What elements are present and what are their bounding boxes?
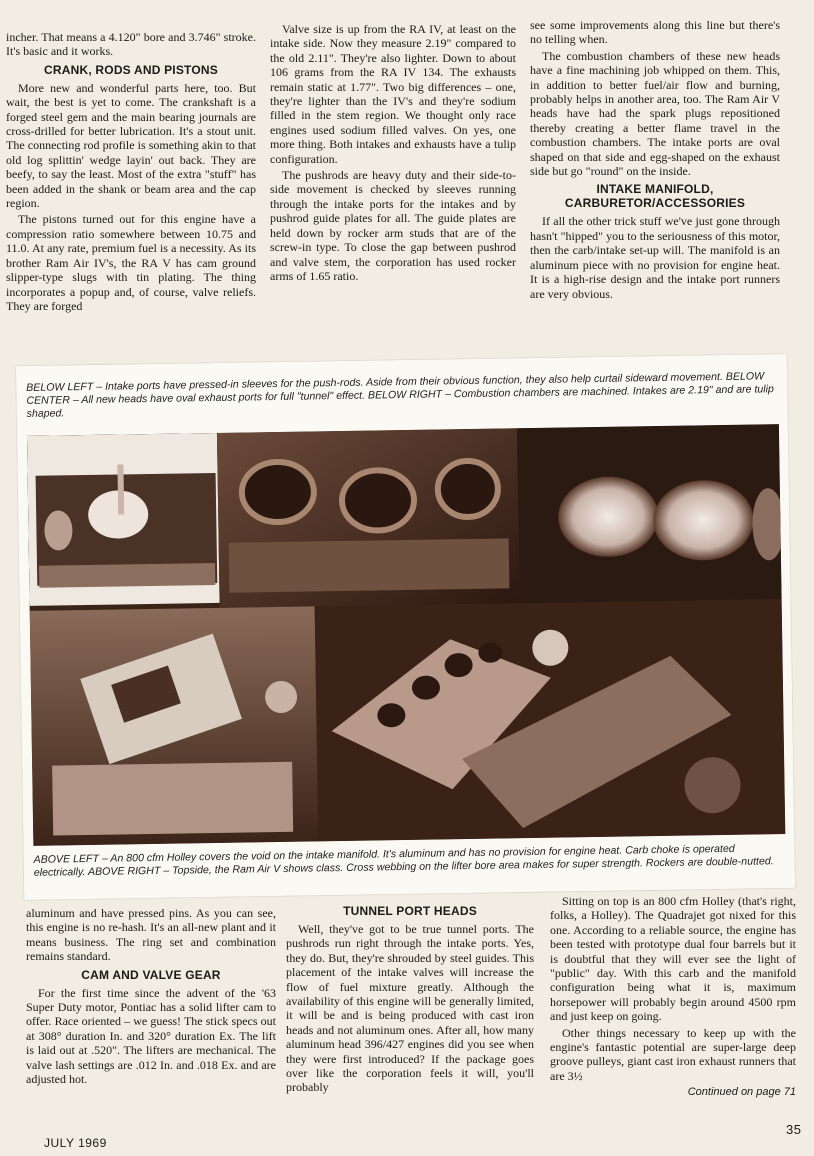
paragraph: The pushrods are heavy duty and their side-to-side movement is checked by sleeves running through the intake ports for the intakes and by pushrod guide plates for all. The guide plates are held down by rocker arm studs that are of the screw-in type. To close the gap between pushrod and valve stem, the corporation has used rocker arms of 1.65 ratio.	[270, 168, 516, 283]
paragraph: For the first time since the advent of the '63 Super Duty motor, Pontiac has a solid lifter cam to offer. Race oriented – we guess! The stick specs out at 308° duration In. and 320° duration Ex. The lift is laid out at .520". The lifters are mechanical. The valve lash settings are .012 In. and .018 Ex. and are adjusted hot.	[26, 985, 276, 1087]
photo-collage	[27, 424, 785, 846]
photo-panel	[16, 354, 795, 900]
paragraph: aluminum and have pressed pins. As you can see, this engine is no re-hash. It's an all-new plant and it means business. The ring set and combination remains standard.	[26, 906, 276, 964]
paragraph: see some improvements along this line but there's no telling when.	[530, 18, 780, 47]
column-5	[286, 900, 534, 1097]
paragraph: More new and wonderful parts here, too. But wait, the best is yet to come. The crankshaft is a forged steel gem and the main bearing journals are cross-drilled for better lubrication. It's a stout unit. The connecting rod profile is something akin to that old log splittin' wedge layin' out back. They are beefy, to say the least. Most of the extra "stuff" has been added in the shank or beam area and the cap region.	[6, 80, 256, 211]
column-3	[530, 18, 780, 303]
section-heading-crank: CRANK, RODS AND PISTONS	[44, 62, 218, 77]
footer-date: JULY 1969	[44, 1136, 107, 1150]
section-heading-intake: INTAKE MANIFOLD, CARBURETOR/ACCESSORIES	[564, 182, 746, 211]
paragraph: Valve size is up from the RA IV, at least on the intake side. Now they measure 2.19" compared to the old 2.11". They're also lighter. Down to about 106 grams from the RA IV 134. The exhausts remain static at 1.77". Two big differences – one, they're lighter than the IV's and they're sodium filled in the stem region. We thought only race engines used sodium filled valves. On yes, one more thing. Both intakes and exhausts have a tulip configuration.	[270, 22, 516, 166]
section-heading-cam: CAM AND VALVE GEAR	[81, 967, 221, 982]
column-1	[6, 30, 256, 315]
caption-bottom: ABOVE LEFT – An 800 cfm Holley covers the void on the intake manifold. It's aluminum and has no provision for engine heat. Carb choke is operated electrically. ABOVE RIGHT – Topside, the Ram Air V shows class. Cross webbing on the lifter bore area makes for super strength. Rockers are double-nutted.	[33, 842, 774, 879]
paragraph: If all the other trick stuff we've just gone through hasn't "hipped" you to the seriousness of this motor, then the carb/intake set-up will. The manifold is an aluminum piece with no provision for engine heat. It is a high-rise design and the intake port runners are very obvious.	[530, 214, 780, 301]
paragraph: The combustion chambers of these new heads have a fine machining job whipped on them. This, in addition to better fuel/air flow and burning, probably helps in another area, too. The Ram Air V heads have had the spark plugs repositioned thereby creating a better flame travel in the combustion chambers. The intake ports are oval shaped on that side and egg-shaped on the exhaust side but go "round" on the inside.	[530, 48, 780, 179]
paragraph: Sitting on top is an 800 cfm Holley (that's right, folks, a Holley). The Quadrajet got nixed for this one. According to a reliable source, the engine has been tested with prototype dual four barrels but it is doubtful that they will ever see the light of "public" day. With this carb and the manifold configuration being what it is, maximum horsepower will probably begin around 4500 rpm and just keep on going.	[550, 894, 796, 1024]
paragraph: Well, they've got to be true tunnel ports. The pushrods run right through the intake ports. Yes, they do. But, they're shrouded by steel guides. This placement of the intake valves will increase the flow of fuel mixture greatly. Although the availability of this engine will be generally limited, it will be and is being produced with cast iron heads and not aluminum ones. After all, how many aluminum head 396/427 engines did you see when they were first introduced? If the package goes over like the corporation feels it will, you'll probably	[286, 922, 534, 1095]
column-4	[26, 906, 276, 1088]
column-6	[550, 894, 796, 1100]
paragraph: The pistons turned out for this engine have a compression ratio somewhere between 10.75 and 11.0. At any rate, premium fuel is a necessity. As its brother Ram Air IV's, the RA V has cam ground slipper-type slugs with tin plating. The thing incorporates a popup and, of course, valve reliefs. They are forged	[6, 212, 256, 313]
paragraph: incher. That means a 4.120" bore and 3.746" stroke. It's basic and it works.	[6, 30, 256, 59]
section-heading-tunnel: TUNNEL PORT HEADS	[343, 904, 477, 918]
engine-photos	[27, 424, 785, 846]
continued-note: Continued on page 71	[687, 1086, 796, 1099]
page-number: 35	[786, 1122, 802, 1137]
caption-top: BELOW LEFT – Intake ports have pressed-in sleeves for the push-rods. Aside from their obvious function, they also help curtail sideward movement. BELOW CENTER – All new heads have oval exhaust ports for full "tunnel" effect. BELOW RIGHT – Combustion chambers are machined. Intakes are 2.19" and are tulip shaped.	[26, 370, 774, 420]
column-2	[270, 22, 516, 285]
paragraph: Other things necessary to keep up with the engine's fantastic potential are super-large deep groove pulleys, giant cast iron exhaust runners that are 3½	[550, 1025, 796, 1083]
